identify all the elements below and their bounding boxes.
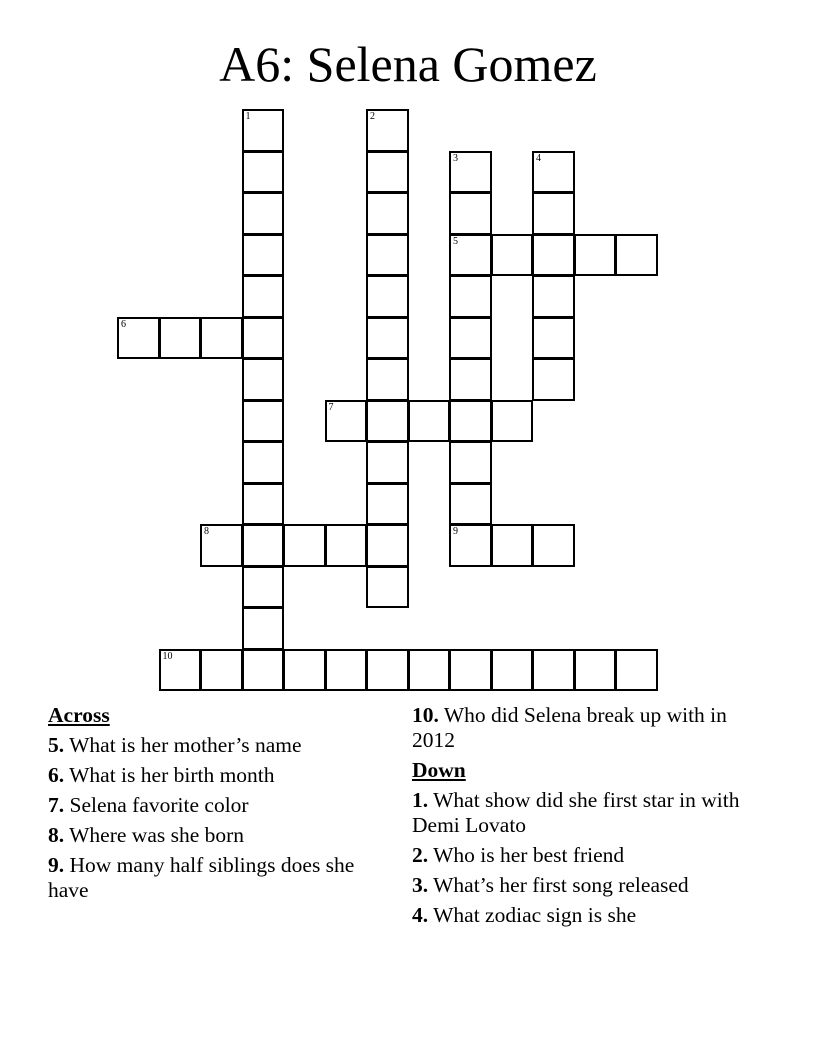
grid-cell[interactable] <box>491 234 534 277</box>
grid-cell[interactable] <box>449 358 492 401</box>
grid-cell[interactable] <box>117 317 160 360</box>
clue-number: 2. <box>412 843 429 867</box>
grid-cell[interactable] <box>449 275 492 318</box>
grid-cell[interactable] <box>574 234 617 277</box>
grid-cell[interactable] <box>366 234 409 277</box>
grid-cell[interactable] <box>366 358 409 401</box>
clue-across-5 <box>48 733 388 758</box>
grid-cell[interactable] <box>491 524 534 567</box>
clue-down-1 <box>412 788 752 838</box>
grid-cell[interactable] <box>366 192 409 235</box>
grid-cell[interactable] <box>242 358 285 401</box>
grid-cell[interactable] <box>449 441 492 484</box>
clue-number: 1. <box>412 788 429 812</box>
clue-number: 9. <box>48 853 65 877</box>
clue-down-2 <box>412 843 752 868</box>
grid-cell[interactable] <box>242 483 285 526</box>
clue-number: 7. <box>48 793 65 817</box>
grid-cell[interactable] <box>408 400 451 443</box>
grid-cell[interactable] <box>532 234 575 277</box>
grid-cell[interactable] <box>242 234 285 277</box>
grid-cell[interactable] <box>242 400 285 443</box>
grid-cell[interactable] <box>325 524 368 567</box>
grid-cell[interactable] <box>366 151 409 194</box>
clue-down-4 <box>412 903 752 928</box>
grid-cell[interactable] <box>242 275 285 318</box>
grid-cell[interactable] <box>449 151 492 194</box>
grid-cell[interactable] <box>283 524 326 567</box>
grid-cell[interactable] <box>408 649 451 692</box>
grid-cell-number: 4 <box>536 152 541 164</box>
grid-cell[interactable] <box>242 524 285 567</box>
grid-cell[interactable] <box>615 234 658 277</box>
grid-cell[interactable] <box>366 317 409 360</box>
grid-cell[interactable] <box>449 483 492 526</box>
clue-number: 3. <box>412 873 429 897</box>
puzzle-title: A6: Selena Gomez <box>219 36 597 92</box>
grid-cell[interactable] <box>366 524 409 567</box>
clues-right-column <box>412 703 752 933</box>
clue-text: What’s her first song released <box>433 873 689 897</box>
grid-cell[interactable] <box>366 649 409 692</box>
grid-cell[interactable] <box>159 317 202 360</box>
grid-cell-number: 2 <box>370 111 375 122</box>
grid-cell[interactable] <box>325 400 368 443</box>
clue-text: What is her mother’s name <box>69 733 302 757</box>
clue-number: 6. <box>48 763 65 787</box>
grid-cell[interactable] <box>532 358 575 401</box>
grid-cell-number: 10 <box>162 650 173 662</box>
clue-text: How many half siblings does she have <box>48 853 355 902</box>
grid-cell[interactable] <box>242 109 285 152</box>
grid-cell[interactable] <box>366 441 409 484</box>
grid-cell[interactable] <box>242 649 285 692</box>
grid-cell[interactable] <box>366 400 409 443</box>
grid-cell[interactable] <box>532 192 575 235</box>
grid-cell[interactable] <box>242 192 285 235</box>
grid-cell[interactable] <box>366 566 409 609</box>
grid-cell[interactable] <box>491 649 534 692</box>
grid-cell-number: 3 <box>453 152 458 164</box>
grid-cell[interactable] <box>449 649 492 692</box>
grid-cell[interactable] <box>325 649 368 692</box>
grid-cell[interactable] <box>366 275 409 318</box>
across-heading: Across <box>48 703 110 727</box>
grid-cell[interactable] <box>242 151 285 194</box>
grid-cell[interactable] <box>532 524 575 567</box>
grid-cell[interactable] <box>532 151 575 194</box>
clue-text: What is her birth month <box>69 763 275 787</box>
grid-cell[interactable] <box>449 524 492 567</box>
clue-number: 8. <box>48 823 65 847</box>
grid-cell[interactable] <box>449 192 492 235</box>
grid-cell[interactable] <box>159 649 202 692</box>
grid-cell[interactable] <box>532 317 575 360</box>
grid-cell[interactable] <box>491 400 534 443</box>
grid-cell[interactable] <box>200 524 243 567</box>
clue-across-7 <box>48 793 388 818</box>
clue-number: 10. <box>412 703 439 727</box>
grid-cell[interactable] <box>574 649 617 692</box>
grid-cell[interactable] <box>449 400 492 443</box>
grid-cell[interactable] <box>449 317 492 360</box>
clue-across-9 <box>48 853 388 903</box>
grid-cell[interactable] <box>242 607 285 650</box>
grid-cell-number: 8 <box>204 526 209 537</box>
down-heading: Down <box>412 758 466 782</box>
grid-cell[interactable] <box>532 649 575 692</box>
grid-cell[interactable] <box>449 234 492 277</box>
grid-cell[interactable] <box>366 109 409 152</box>
clue-text: Where was she born <box>69 823 245 847</box>
clue-text: What show did she first star in with Demi Lovato <box>412 788 740 837</box>
clue-text: Who did Selena break up with in 2012 <box>412 703 727 752</box>
clue-across-8 <box>48 823 388 848</box>
grid-cell-number: 6 <box>121 318 126 330</box>
grid-cell[interactable] <box>532 275 575 318</box>
grid-cell-number: 1 <box>245 111 251 122</box>
clues-left-column <box>48 703 388 908</box>
clue-number: 4. <box>412 903 429 927</box>
grid-cell[interactable] <box>200 317 243 360</box>
clue-across-10 <box>412 703 752 753</box>
grid-cell[interactable] <box>242 441 285 484</box>
grid-cell-number: 9 <box>453 526 458 537</box>
grid-cell[interactable] <box>366 483 409 526</box>
grid-cell[interactable] <box>615 649 658 692</box>
grid-cell-number: 7 <box>328 401 334 413</box>
clue-number: 5. <box>48 733 65 757</box>
grid-cell[interactable] <box>242 317 285 360</box>
grid-cell[interactable] <box>200 649 243 692</box>
grid-cell-number: 5 <box>453 235 458 247</box>
clue-across-6 <box>48 763 388 788</box>
clue-down-3 <box>412 873 752 898</box>
grid-cell[interactable] <box>242 566 285 609</box>
clue-text: What zodiac sign is she <box>433 903 637 927</box>
clue-text: Who is her best friend <box>433 843 625 867</box>
grid-cell[interactable] <box>283 649 326 692</box>
clue-text: Selena favorite color <box>69 793 249 817</box>
